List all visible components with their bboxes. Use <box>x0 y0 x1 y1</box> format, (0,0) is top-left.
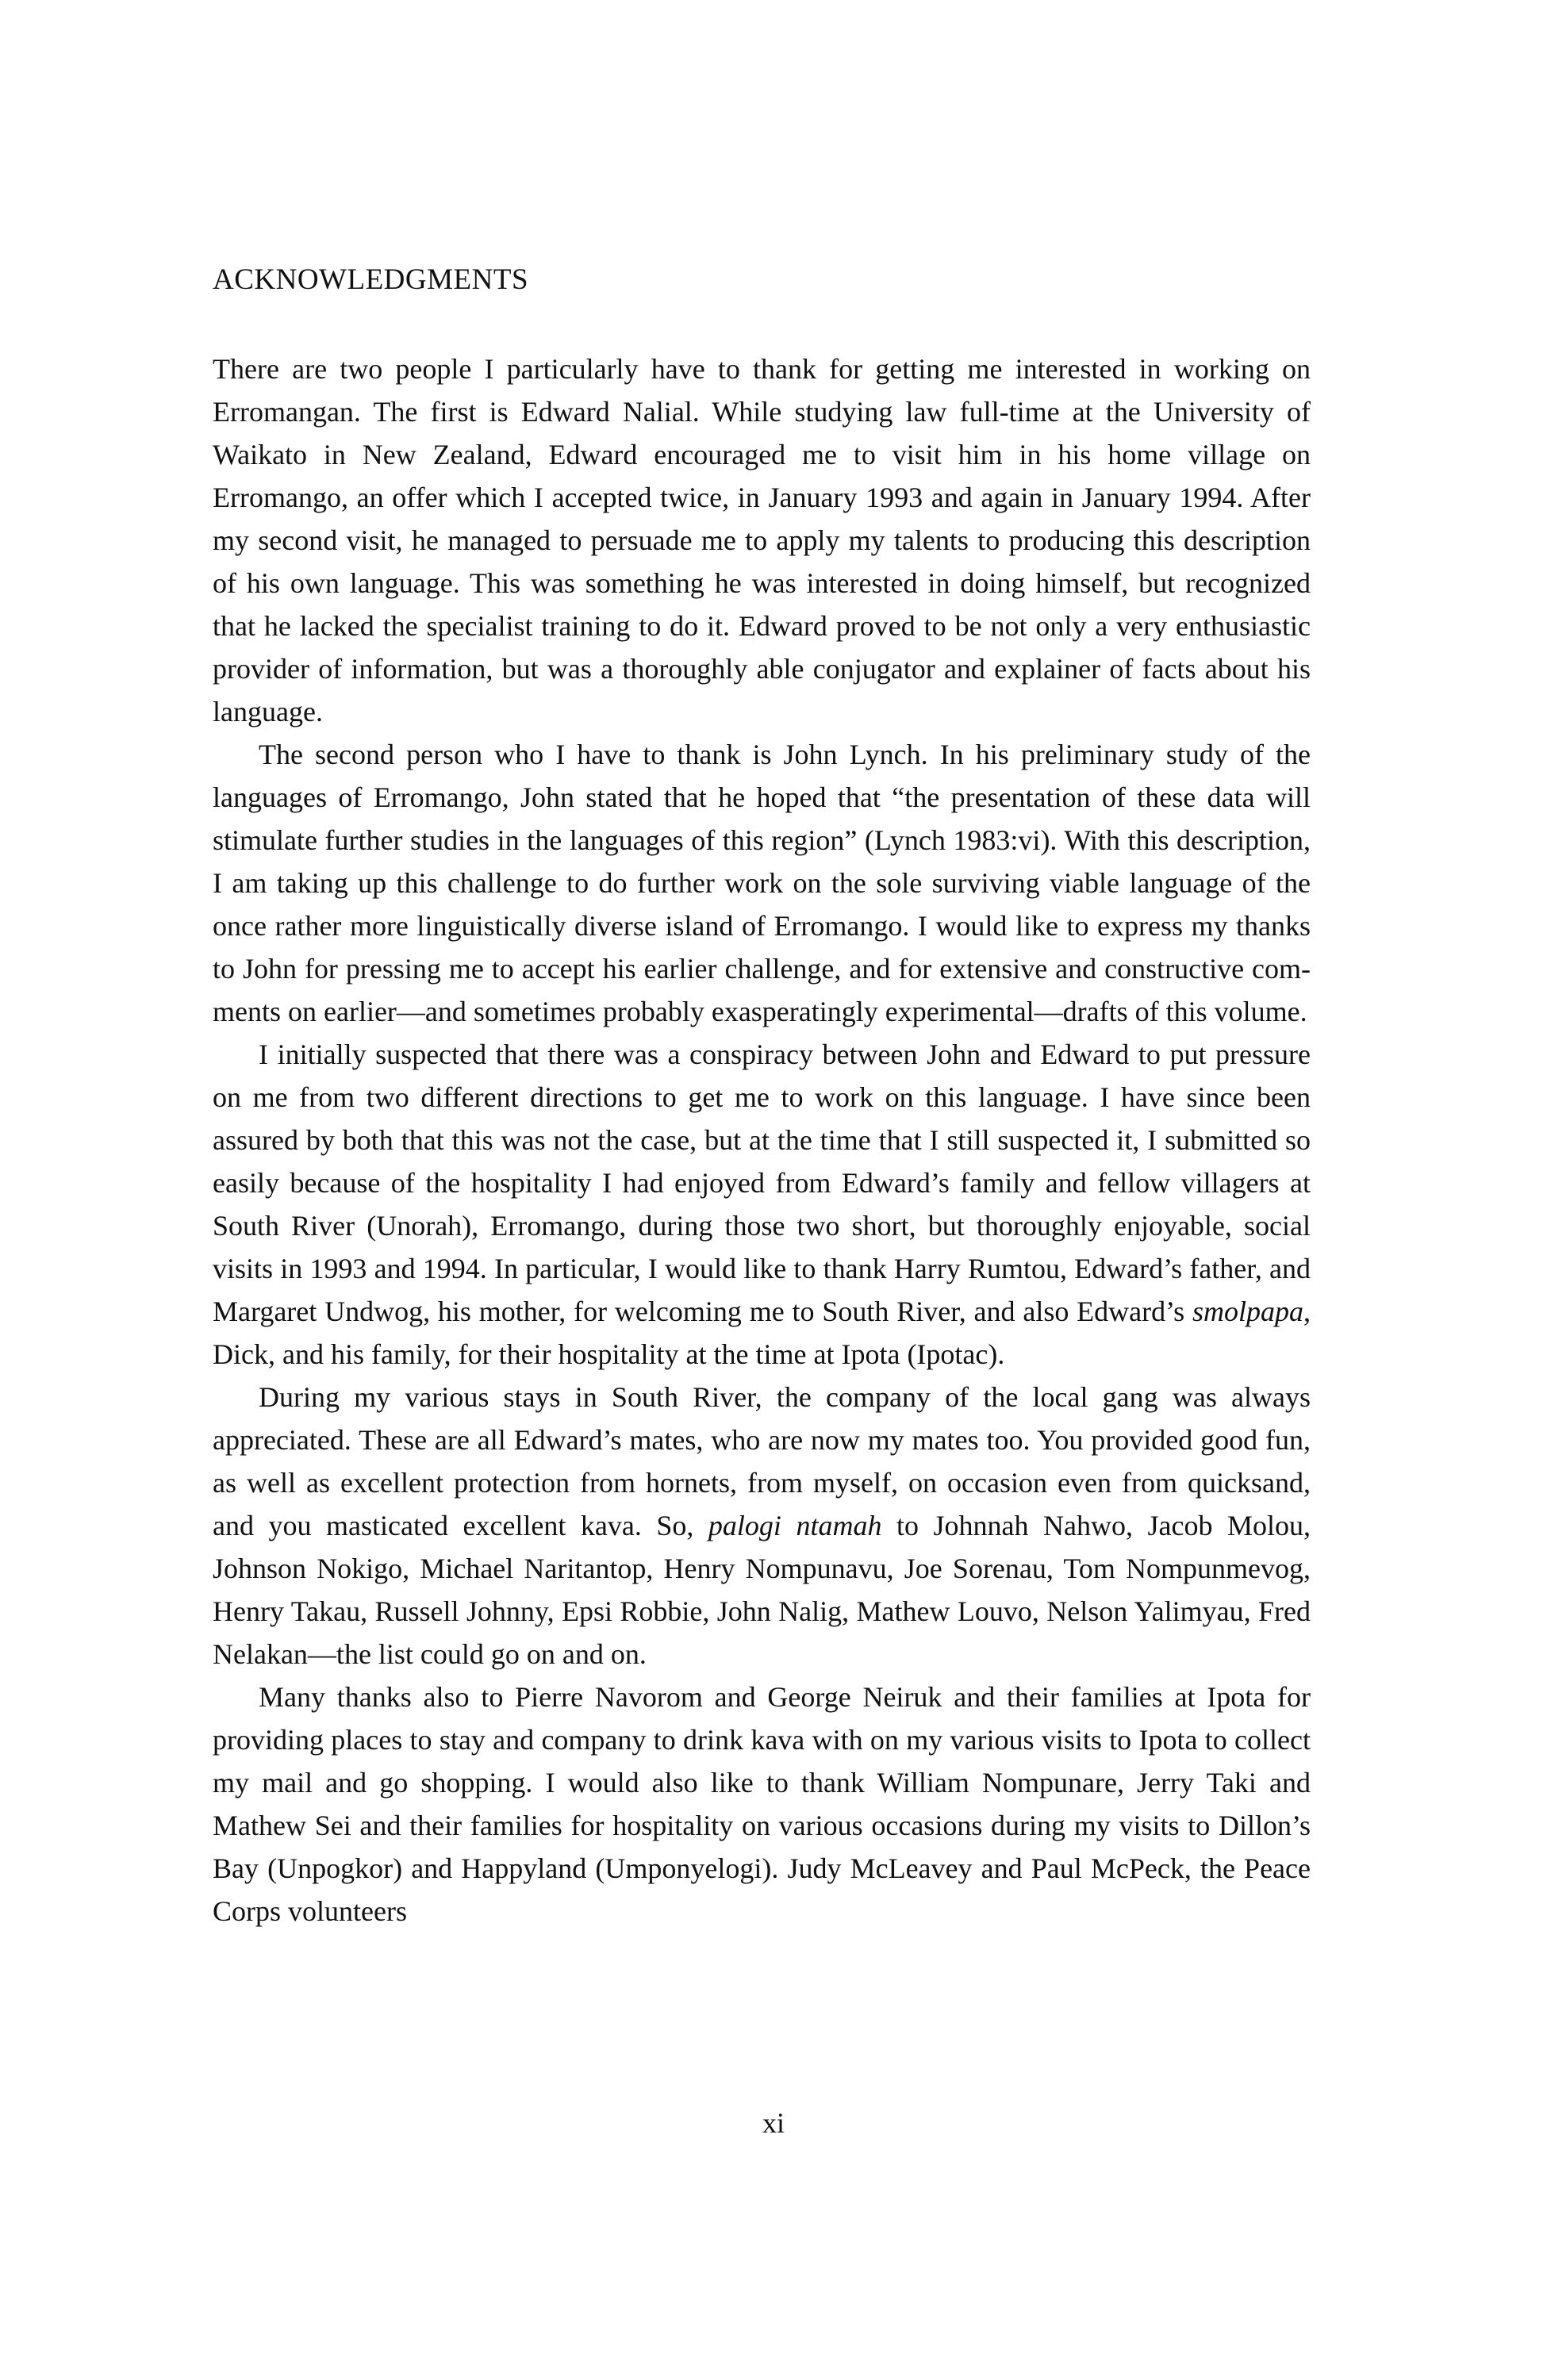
paragraph-4 <box>213 1376 1311 1676</box>
paragraph-text: Many thanks also to Pierre Navorom and George Neiruk and their families at Ipota for providing places to stay and company to drink kava with on my various visits to Ipota to collect my mail and go shopping. I would also like to thank William Nompunare, Jerry Taki and Mathew Sei and their families for hospitality on various occasions during my visits to Dillon’s Bay (Unpogkor) and Happyland (Umponyelogi). Judy McLeavey and Paul McPeck, the Peace Corps volunteers <box>213 1681 1311 1927</box>
paragraph-text: to Johnnah Nahwo, Jacob Molou, Johnson Nokigo, Michael Naritantop, Henry Nompunavu, Joe Sorenau, Tom Nompunmevog, Henry Takau, Russell Johnny, Epsi Robbie, John Nalig, Mathew Louvo, Nelson Yalimyau, Fred Nelakan—the list could go on and on. <box>213 1510 1311 1670</box>
italic-term: smolpapa <box>1192 1296 1303 1327</box>
paragraph-1 <box>213 347 1311 733</box>
body-text <box>213 347 1311 1933</box>
paragraph-2 <box>213 733 1311 1033</box>
paragraph-text: There are two people I particularly have to thank for getting me interested in working on Erromangan. The first is Edward Nalial. While studying law full-time at the University of Waikato in New Zealand, Edward encouraged me to visit him in his home village on Erromango, an offer which I accepted twice, in January 1993 and again in January 1994. After my second visit, he managed to persuade me to apply my talents to producing this description of his own language. This was something he was interested in doing himself, but recognized that he lacked the specialist training to do it. Edward proved to be not only a very enthusiastic provider of information, but was a thoroughly able conjugator and explainer of facts about his language. <box>213 353 1311 727</box>
paragraph-5 <box>213 1676 1311 1933</box>
paragraph-text: During my various stays in South River, the company of the local gang was always appreciated. These are all Edward’s mates, who are now my mates too. You provided good fun, as well as excellent protection from hornets, from myself, on occasion even from quicksand, and you masticated excellent kava. So, <box>213 1381 1311 1541</box>
italic-term: palogi ntamah <box>708 1510 882 1541</box>
page-number: xi <box>762 2107 785 2139</box>
paragraph-text: I initially suspected that there was a conspiracy between John and Edward to put pressure on me from two different directions to get me to work on this language. I have since been assured by both that this was not the case, but at the time that I still suspected it, I submitted so easily because of the hospitality I had enjoyed from Edward’s family and fellow villagers at South River (Unorah), Erromango, during those two short, but thoroughly enjoyable, social visits in 1993 and 1994. In particular, I would like to thank Harry Rumtou, Edward’s father, and Margaret Undwog, his mother, for welcoming me to South River, and also Edward’s <box>213 1038 1311 1327</box>
paragraph-text: , Dick, and his family, for their hospitality at the time at Ipota (Ipotac). <box>213 1296 1311 1370</box>
paragraph-3 <box>213 1033 1311 1376</box>
paragraph-text: The second person who I have to thank is John Lynch. In his preliminary study of the languages of Erromango, John stated that he hoped that “the presentation of these data will stimulate further studies in the languages of this region” (Lynch 1983:vi). With this description, I am taking up this challenge to do further work on the sole surviving viable language of the once rather more linguistically diverse island of Erromango. I would like to express my thanks to John for pressing me to accept his earlier challenge, and for extensive and constructive comments on earlier—and sometimes probably exasperatingly experimental—drafts of this volume. <box>213 739 1311 1027</box>
page-heading: ACKNOWLEDGMENTS <box>213 263 529 296</box>
